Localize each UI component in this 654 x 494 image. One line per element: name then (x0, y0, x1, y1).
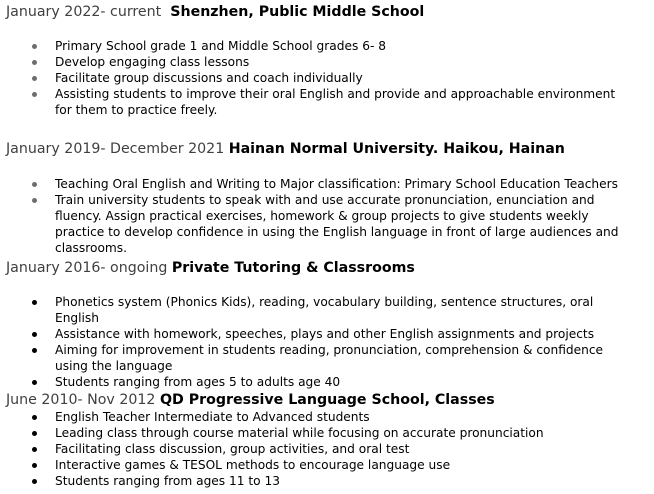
job-header (6, 391, 495, 409)
job-date: January 2022- current (6, 4, 162, 20)
job-company: Hainan Normal University. Haikou, Hainan (228, 141, 565, 157)
list-item: Develop engaging class lessons (0, 54, 640, 70)
job-header (6, 259, 415, 277)
list-item: Train university students to speak with and use accurate pronunciation, enunciation and fluency. Assign practical exercises, homework & group projects to give students weekly practice to develop confidence in using the English language in front of large audiences and classrooms. (0, 192, 640, 256)
list-item: Facilitate group discussions and coach individually (0, 70, 640, 86)
list-item: Interactive games & TESOL methods to encourage language use (0, 457, 640, 473)
list-item: Aiming for improvement in students reading, pronunciation, comprehension & confidence using the language (0, 342, 640, 374)
list-item: Assistance with homework, speeches, plays and other English assignments and projects (0, 326, 640, 342)
job-company: Shenzhen, Public Middle School (170, 4, 425, 20)
job-company: QD Progressive Language School, Classes (159, 392, 495, 408)
list-item: Students ranging from ages 5 to adults age 40 (0, 374, 640, 390)
job-date: January 2019- December 2021 (6, 141, 225, 157)
list-item: Phonetics system (Phonics Kids), reading, vocabulary building, sentence structures, oral English (0, 294, 640, 326)
duty-list (0, 294, 640, 390)
job-header (6, 3, 424, 21)
job-header (6, 140, 565, 158)
list-item: Primary School grade 1 and Middle School grades 6- 8 (0, 38, 640, 54)
list-item: Leading class through course material while focusing on accurate pronunciation (0, 425, 640, 441)
list-item: Facilitating class discussion, group activities, and oral test (0, 441, 640, 457)
duty-list (0, 38, 640, 118)
list-item: Students ranging from ages 11 to 13 (0, 473, 640, 489)
list-item: Assisting students to improve their oral English and provide and approachable environment for them to practice freely. (0, 86, 640, 118)
duty-list (0, 176, 640, 256)
job-date: June 2010- Nov 2012 (6, 392, 156, 408)
duty-list (0, 409, 640, 489)
list-item: Teaching Oral English and Writing to Major classification: Primary School Education Teachers (0, 176, 640, 192)
job-date: January 2016- ongoing (6, 260, 168, 276)
list-item: English Teacher Intermediate to Advanced students (0, 409, 640, 425)
job-company: Private Tutoring & Classrooms (171, 260, 415, 276)
